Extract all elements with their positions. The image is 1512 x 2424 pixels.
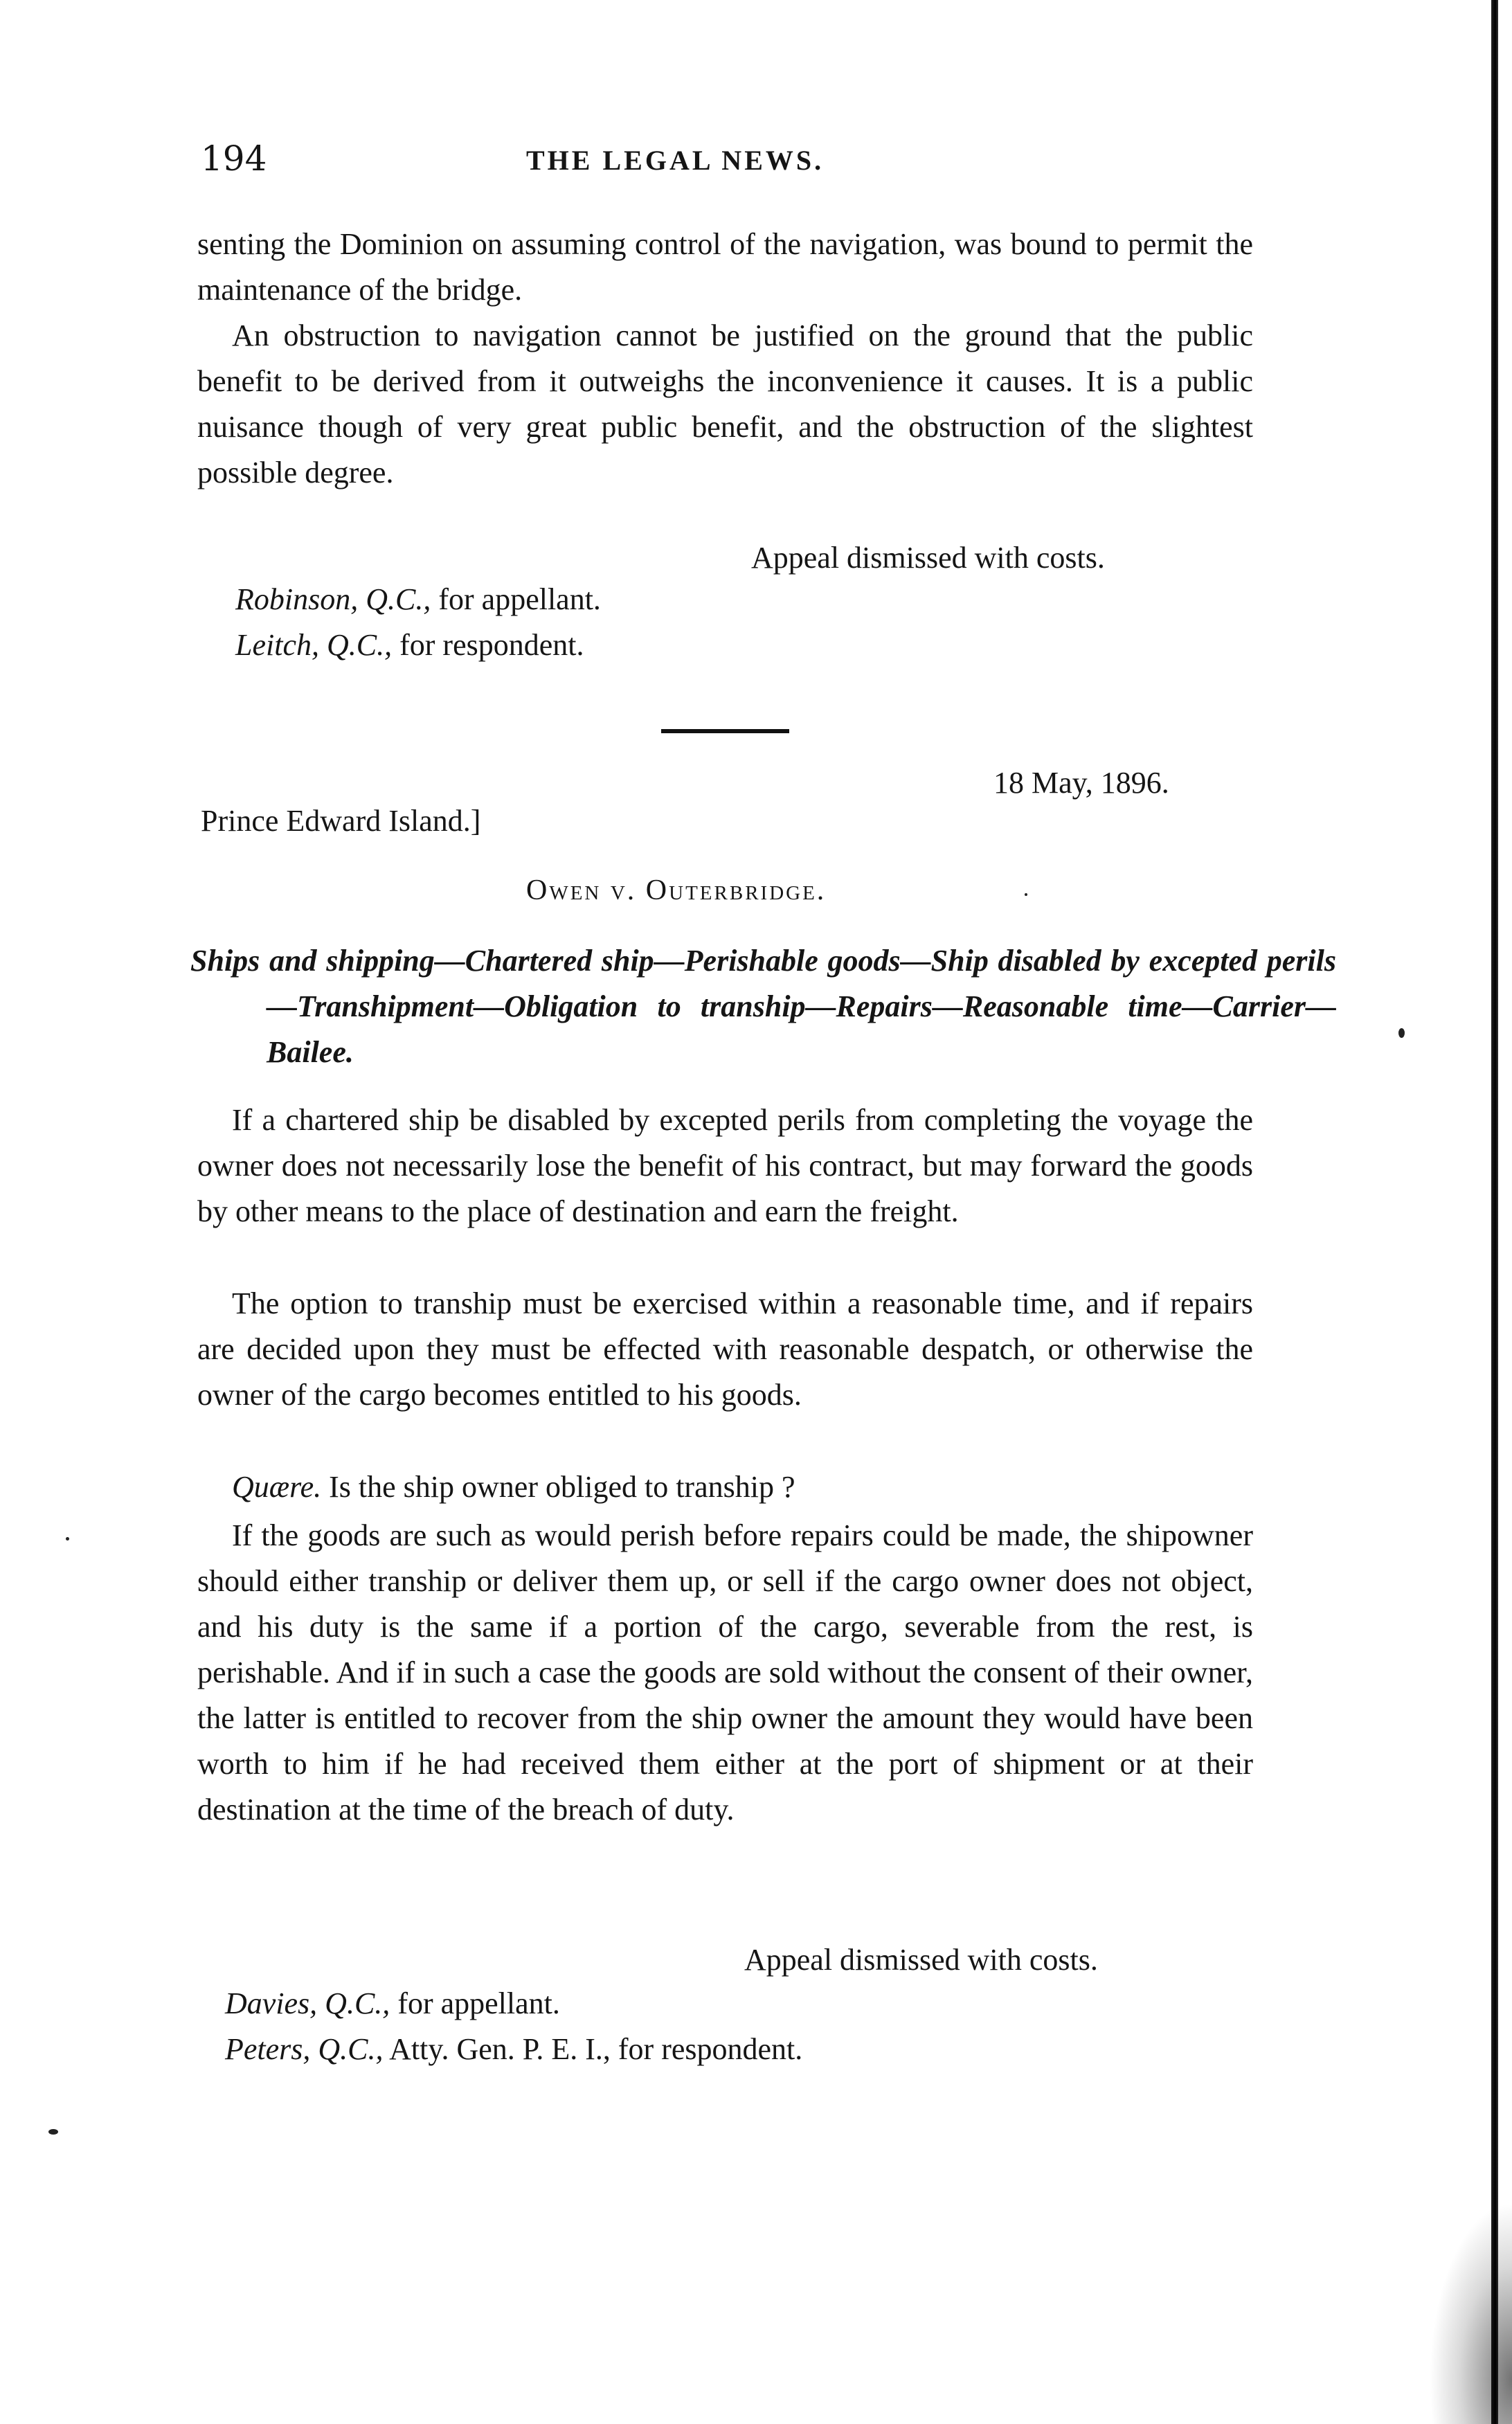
counsel-role: for appellant. <box>438 582 601 616</box>
scan-speck <box>1398 1028 1405 1038</box>
court-label: Prince Edward Island.] <box>201 804 481 838</box>
counsel-name: Davies, Q.C., <box>225 1986 390 2020</box>
quaere-label: Quære. <box>232 1470 322 1504</box>
counsel-role: for appellant. <box>397 1986 560 2020</box>
first-case-disposition: Appeal dismissed with costs. <box>751 541 1105 575</box>
counsel-name: Robinson, Q.C., <box>235 582 431 616</box>
counsel-name: Leitch, Q.C., <box>235 628 393 662</box>
case-title: Owen v. Outerbridge. <box>526 874 827 906</box>
page-number: 194 <box>201 138 267 179</box>
section-divider <box>661 729 789 733</box>
case-date: 18 May, 1896. <box>993 766 1169 800</box>
second-case-disposition: Appeal dismissed with costs. <box>744 1943 1098 1977</box>
counsel-name: Peters, Q.C., <box>225 2032 384 2066</box>
first-case-counsel-appellant <box>235 582 601 617</box>
first-case-paragraph-2: An obstruction to navigation cannot be justified on the ground that the public benefit to be derived from it outweighs the inconvenience it causes. It is a public nuisance though of very great public benefit, and the obstruction of the slightest possible degree. <box>197 318 1253 490</box>
quaere-text: Is the ship owner obliged to tranship ? <box>329 1470 795 1504</box>
scan-speck <box>1025 893 1027 896</box>
case-headnote: Ships and shipping—Chartered ship—Perishable goods—Ship disabled by excepted perils—Transhipment—Obligation to tranship—Repairs—Reasonable time—Carrier—Bailee. <box>190 944 1336 1069</box>
first-case-paragraph-1: senting the Dominion on assuming control of the navigation, was bound to permit the maintenance of the bridge. <box>197 227 1253 307</box>
page-edge-fray <box>1429 2202 1512 2424</box>
counsel-role: for respondent. <box>399 628 584 662</box>
first-case-counsel-respondent <box>235 627 584 663</box>
second-case-paragraph-2: The option to tranship must be exercised within a reasonable time, and if repairs are decided upon they must be effected with reasonable despatch, or otherwise the owner of the cargo becomes entitled to his goods. <box>197 1286 1253 1412</box>
quaere-paragraph <box>197 1464 1253 1510</box>
running-title: THE LEGAL NEWS. <box>526 145 825 176</box>
counsel-role: Atty. Gen. P. E. I., for respondent. <box>389 2032 803 2066</box>
second-case-paragraph-3: If the goods are such as would perish before repairs could be made, the shipowner should either tranship or deliver them up, or sell if the cargo owner does not object, and his duty is the same if a portion of the cargo, severable from the rest, is perishable. And if in such a case the goods are sold without the consent of their owner, the latter is entitled to recover from the ship owner the amount they would have been worth to him if he had received them either at the port of shipment or at their destination at the time of the breach of duty. <box>197 1518 1253 1826</box>
second-case-counsel-respondent <box>225 2031 802 2067</box>
page-header <box>201 138 1239 194</box>
second-case-paragraph-1: If a chartered ship be disabled by excepted perils from completing the voyage the owner does not necessarily lose the benefit of his contract, but may forward the goods by other means to the place of destination and earn the freight. <box>197 1103 1253 1228</box>
scan-speck <box>48 2129 58 2135</box>
scan-speck <box>66 1537 69 1541</box>
page-edge-shadow <box>1491 0 1498 2424</box>
second-case-counsel-appellant <box>225 1986 560 2021</box>
